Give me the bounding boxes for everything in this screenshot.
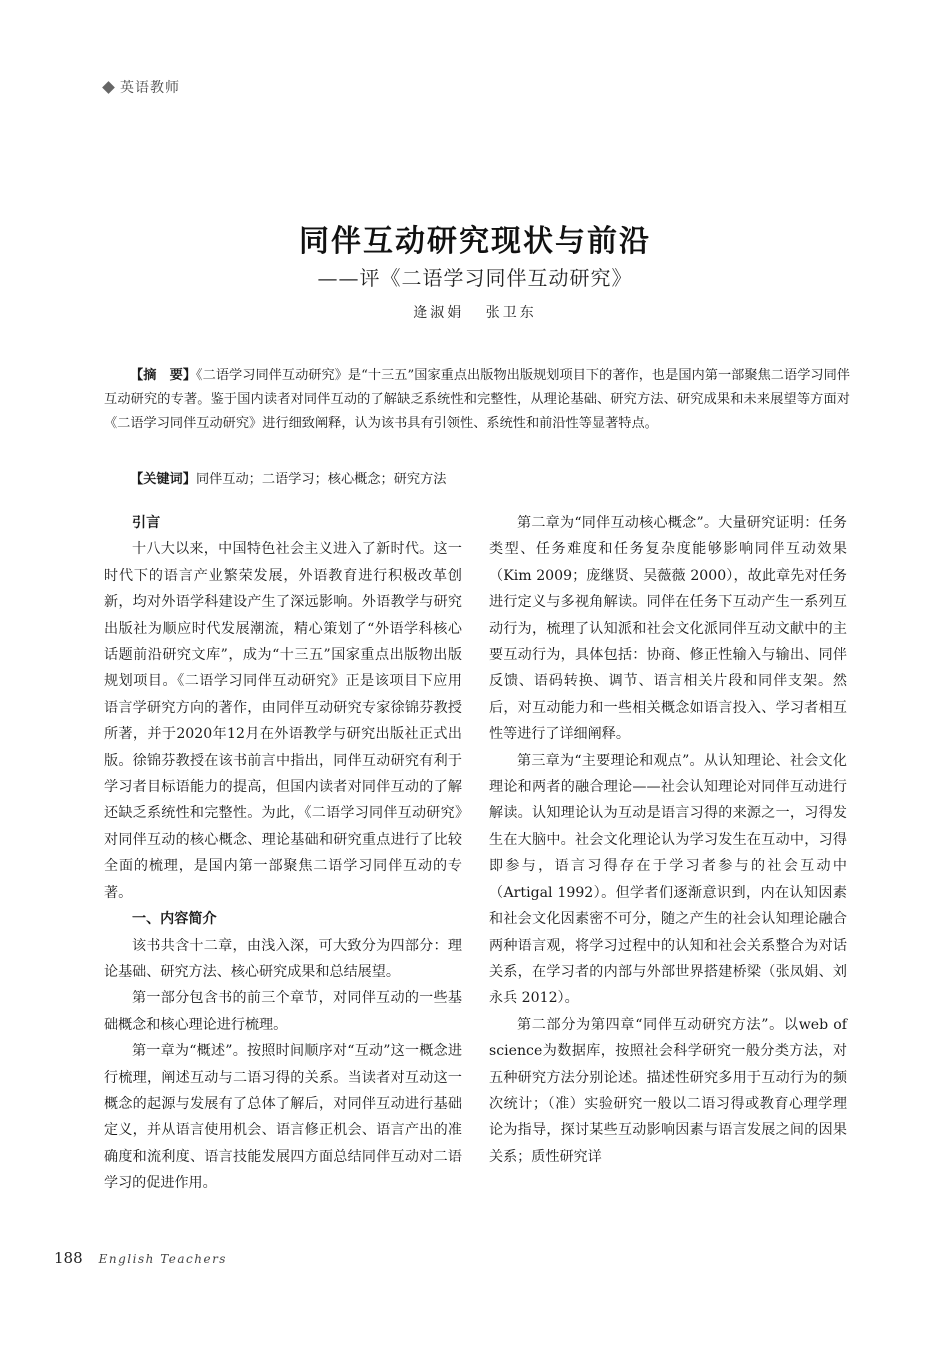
abstract-label: 【摘 要】: [130, 368, 197, 383]
abstract: [104, 364, 850, 436]
journal-name: 英语教师: [120, 80, 180, 96]
paragraph: 第二章为“同伴互动核心概念”。大量研究证明：任务类型、任务难度和任务复杂度能够影响同伴互动效果（Kim 2009；庞继贤、吴薇薇 2000），故此章先对任务进行定义与多视角解读。同伴在任务下互动产生一系列互动行为，梳理了认知派和社会文化派同伴互动文献中的主要互动行为，具体包括：协商、修正性输入与输出、同伴反馈、语码转换、调节、语言相关片段和同伴支架。然后，对互动能力和一些相关概念如语言投入、学习者相互性等进行了详细阐释。: [489, 515, 847, 743]
section-heading: 一、内容简介: [132, 911, 217, 928]
right-column: [489, 510, 847, 1170]
keywords-text: 同伴互动；二语学习；核心概念；研究方法: [195, 472, 447, 487]
paragraph: 第一部分包含书的前三个章节，对同伴互动的一些基础概念和核心理论进行梳理。: [104, 990, 462, 1033]
article-authors: 逄淑娟 张卫东: [413, 305, 537, 321]
paragraph: 第二部分为第四章“同伴互动研究方法”。以web of science为数据库，按照社会科学研究一般分类方法，对五种研究方法分别论述。描述性研究多用于互动行为的频次统计；（准）实验研究一般以二语习得或教育心理学理论为指导，探讨某些互动影响因素与语言发展之间的因果关系；质性研究详: [489, 1016, 847, 1165]
article-subtitle: ——评《二语学习同伴互动研究》: [317, 266, 633, 290]
left-column: [104, 510, 462, 1197]
paragraph: 第三章为“主要理论和观点”。从认知理论、社会文化理论和两者的融合理论——社会认知理论对同伴互动进行解读。认知理论认为互动是语言习得的来源之一，习得发生在大脑中。社会文化理论认为学习发生在互动中，习得即参与，语言习得存在于学习者参与的社会互动中（Artigal 1992）。但学者们逐渐意识到，内在认知因素和社会文化因素密不可分，随之产生的社会认知理论融合两种语言观，将学习过程中的认知和社会关系整合为对话关系，在学习者的内部与外部世界搭建桥梁（张凤娟、刘永兵 2012）。: [489, 752, 847, 1007]
paragraph: 第一章为“概述”。按照时间顺序对“互动”这一概念进行梳理，阐述互动与二语习得的关系。当读者对互动这一概念的起源与发展有了总体了解后，对同伴互动进行基础定义，并从语言使用机会、语言修正机会、语言产出的准确度和流利度、语言技能发展四方面总结同伴互动对二语学习的促进作用。: [104, 1043, 462, 1192]
page-number: 188: [54, 1249, 83, 1267]
footer-journal-name: English Teachers: [98, 1252, 227, 1266]
page-footer: [54, 1249, 227, 1267]
keywords: [104, 468, 850, 492]
abstract-text: 《二语学习同伴互动研究》是“十三五”国家重点出版物出版规划项目下的著作，也是国内第一部聚焦二语学习同伴互动研究的专著。鉴于国内读者对同伴互动的了解缺乏系统性和完整性，从理论基础、研究方法、研究成果和未来展望等方面对《二语学习同伴互动研究》进行细致阐释，认为该书具有引领性、系统性和前沿性等显著特点。: [104, 368, 850, 431]
keywords-label: 【关键词】: [130, 472, 196, 487]
article-title: 同伴互动研究现状与前沿: [299, 224, 651, 259]
paragraph: 十八大以来，中国特色社会主义进入了新时代。这一时代下的语言产业繁荣发展，外语教育进行积极改革创新，均对外语学科建设产生了深远影响。外语教学与研究出版社为顺应时代发展潮流，精心策划了“外语学科核心话题前沿研究文库”，成为“十三五”国家重点出版物出版规划项目。《二语学习同伴互动研究》正是该项目下应用语言学研究方向的著作，由同伴互动研究专家徐锦芬教授所著，并于2020年12月在外语教学与研究出版社正式出版。徐锦芬教授在该书前言中指出，同伴互动研究有利于学习者目标语能力的提高，但国内读者对同伴互动的了解还缺乏系统性和完整性。为此，《二语学习同伴互动研究》对同伴互动的核心概念、理论基础和研究重点进行了比较全面的梳理，是国内第一部聚焦二语学习同伴互动的专著。: [104, 541, 462, 901]
paragraph: 该书共含十二章，由浅入深，可大致分为四部分：理论基础、研究方法、核心研究成果和总结展望。: [104, 937, 462, 980]
running-header: [104, 76, 180, 98]
diamond-icon: [102, 81, 115, 94]
intro-heading: 引言: [132, 515, 161, 531]
